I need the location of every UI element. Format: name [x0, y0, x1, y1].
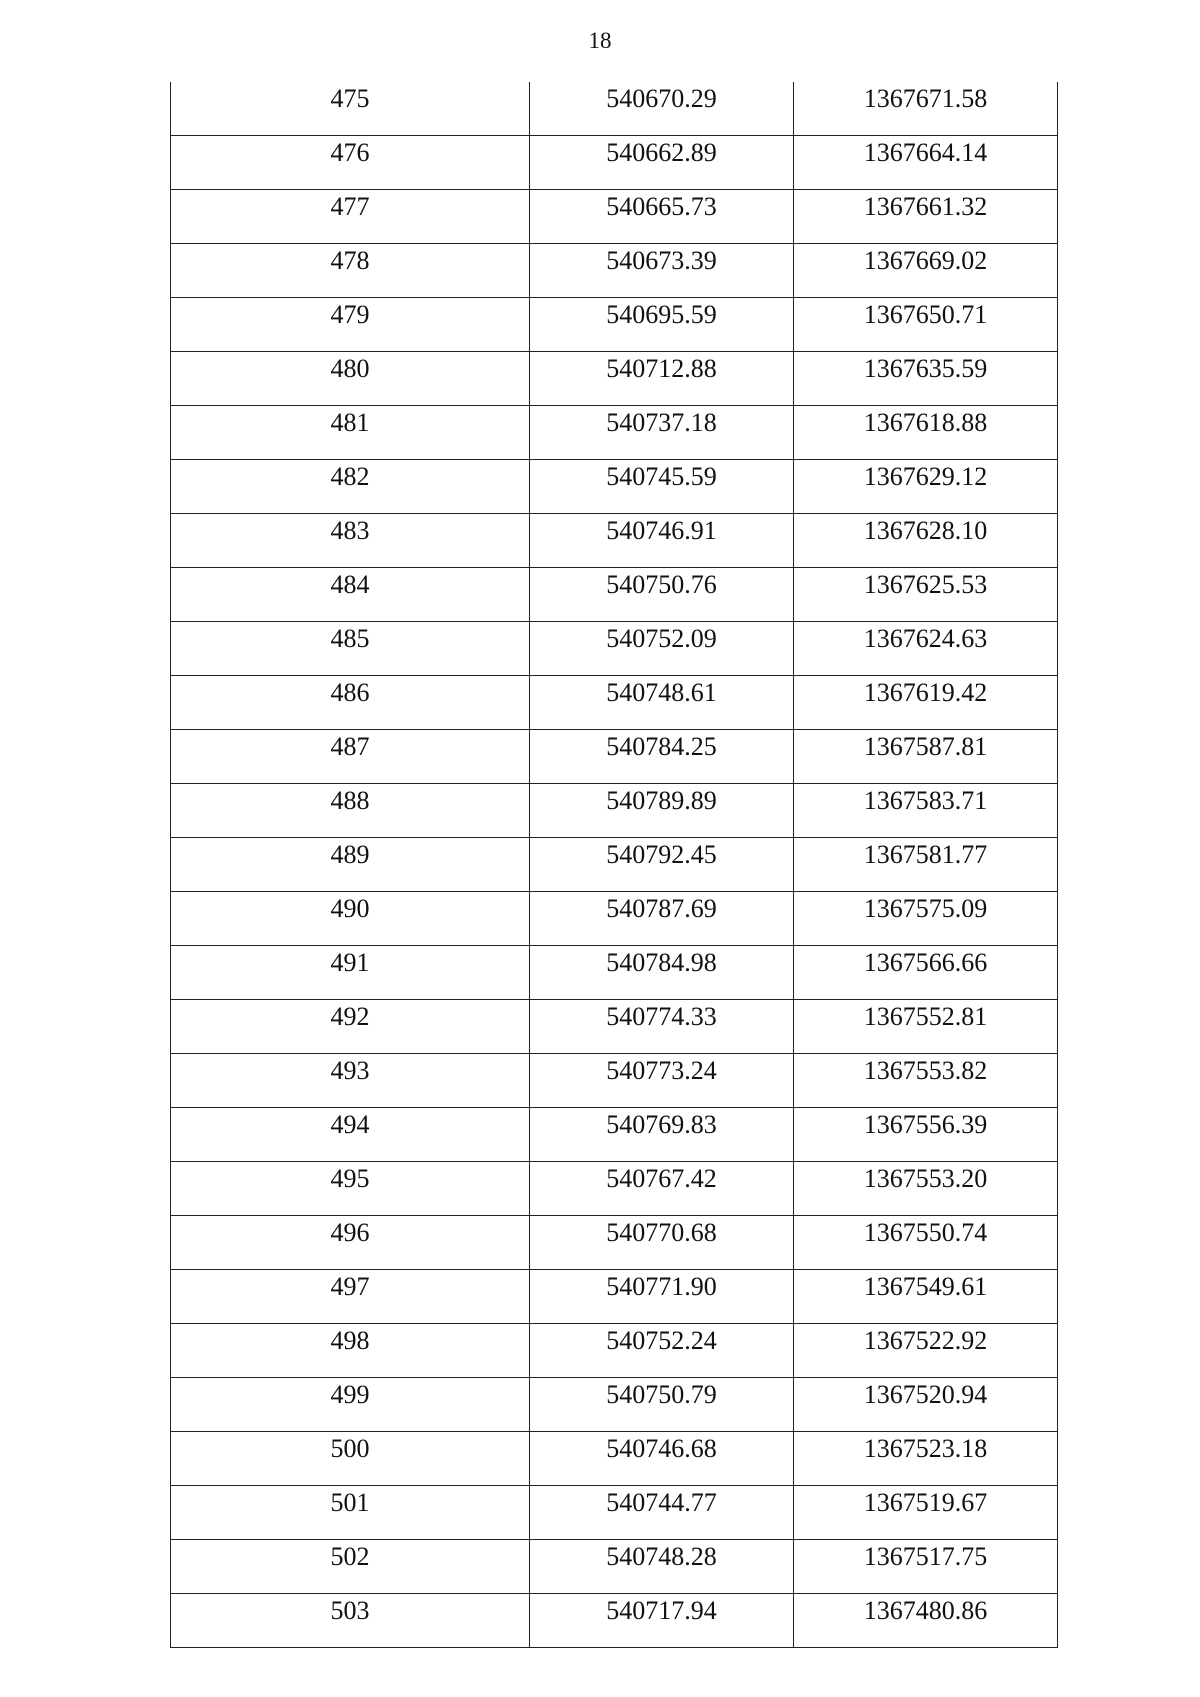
y-coordinate-cell [794, 1324, 1058, 1378]
cell-text: 488 [330, 786, 370, 815]
table-row [171, 1108, 1058, 1162]
table-row [171, 892, 1058, 946]
cell-text: 540784.25 [606, 732, 717, 761]
y-coordinate-cell [794, 244, 1058, 298]
point-number-cell [171, 190, 530, 244]
cell-text: 489 [330, 840, 370, 869]
point-number-cell [171, 1054, 530, 1108]
cell-text: 540770.68 [606, 1218, 717, 1247]
cell-text: 493 [330, 1056, 370, 1085]
cell-text: 499 [330, 1380, 370, 1409]
cell-text: 1367635.59 [863, 354, 988, 383]
x-coordinate-cell [530, 514, 794, 568]
point-number-cell [171, 568, 530, 622]
x-coordinate-cell [530, 1540, 794, 1594]
cell-text: 486 [330, 678, 370, 707]
table-row [171, 1378, 1058, 1432]
cell-text: 540745.59 [606, 462, 717, 491]
x-coordinate-cell [530, 244, 794, 298]
y-coordinate-cell [794, 946, 1058, 1000]
cell-text: 1367629.12 [863, 462, 988, 491]
cell-text: 495 [330, 1164, 370, 1193]
x-coordinate-cell [530, 1108, 794, 1162]
cell-text: 1367628.10 [863, 516, 988, 545]
cell-text: 501 [330, 1488, 370, 1517]
cell-text: 1367553.82 [863, 1056, 988, 1085]
cell-text: 485 [330, 624, 370, 653]
table-row [171, 190, 1058, 244]
y-coordinate-cell [794, 460, 1058, 514]
x-coordinate-cell [530, 1270, 794, 1324]
cell-text: 1367624.63 [863, 624, 988, 653]
point-number-cell [171, 1324, 530, 1378]
cell-text: 1367550.74 [863, 1218, 988, 1247]
point-number-cell [171, 82, 530, 136]
point-number-cell [171, 1000, 530, 1054]
cell-text: 498 [330, 1326, 370, 1355]
x-coordinate-cell [530, 1162, 794, 1216]
y-coordinate-cell [794, 1594, 1058, 1648]
table-row [171, 784, 1058, 838]
x-coordinate-cell [530, 622, 794, 676]
y-coordinate-cell [794, 352, 1058, 406]
point-number-cell [171, 352, 530, 406]
cell-text: 540750.79 [606, 1380, 717, 1409]
cell-text: 540665.73 [606, 192, 717, 221]
y-coordinate-cell [794, 568, 1058, 622]
point-number-cell [171, 838, 530, 892]
cell-text: 1367553.20 [863, 1164, 988, 1193]
x-coordinate-cell [530, 406, 794, 460]
cell-text: 1367556.39 [863, 1110, 988, 1139]
cell-text: 540746.68 [606, 1434, 717, 1463]
point-number-cell [171, 1432, 530, 1486]
cell-text: 1367520.94 [863, 1380, 988, 1409]
cell-text: 487 [330, 732, 370, 761]
coordinates-table-body [171, 82, 1058, 1648]
table-row [171, 352, 1058, 406]
cell-text: 476 [330, 138, 370, 167]
x-coordinate-cell [530, 1216, 794, 1270]
point-number-cell [171, 406, 530, 460]
cell-text: 1367480.86 [863, 1596, 988, 1625]
y-coordinate-cell [794, 1270, 1058, 1324]
coordinates-table [170, 82, 1058, 1648]
table-row [171, 1216, 1058, 1270]
cell-text: 1367549.61 [863, 1272, 988, 1301]
y-coordinate-cell [794, 1486, 1058, 1540]
y-coordinate-cell [794, 298, 1058, 352]
y-coordinate-cell [794, 1108, 1058, 1162]
cell-text: 1367566.66 [863, 948, 988, 977]
table-row [171, 136, 1058, 190]
cell-text: 500 [330, 1434, 370, 1463]
point-number-cell [171, 244, 530, 298]
cell-text: 1367522.92 [863, 1326, 988, 1355]
cell-text: 540712.88 [606, 354, 717, 383]
cell-text: 1367650.71 [863, 300, 988, 329]
table-row [171, 1432, 1058, 1486]
y-coordinate-cell [794, 1054, 1058, 1108]
cell-text: 540673.39 [606, 246, 717, 275]
cell-text: 492 [330, 1002, 370, 1031]
cell-text: 540746.91 [606, 516, 717, 545]
cell-text: 540789.89 [606, 786, 717, 815]
y-coordinate-cell [794, 892, 1058, 946]
table-row [171, 946, 1058, 1000]
x-coordinate-cell [530, 568, 794, 622]
point-number-cell [171, 1270, 530, 1324]
table-row [171, 460, 1058, 514]
cell-text: 540787.69 [606, 894, 717, 923]
cell-text: 481 [330, 408, 370, 437]
cell-text: 496 [330, 1218, 370, 1247]
x-coordinate-cell [530, 1486, 794, 1540]
table-row [171, 730, 1058, 784]
point-number-cell [171, 622, 530, 676]
cell-text: 1367581.77 [863, 840, 988, 869]
cell-text: 540748.28 [606, 1542, 717, 1571]
x-coordinate-cell [530, 1054, 794, 1108]
point-number-cell [171, 730, 530, 784]
x-coordinate-cell [530, 136, 794, 190]
table-row [171, 82, 1058, 136]
cell-text: 540792.45 [606, 840, 717, 869]
y-coordinate-cell [794, 1162, 1058, 1216]
cell-text: 540670.29 [606, 84, 717, 113]
point-number-cell [171, 1162, 530, 1216]
y-coordinate-cell [794, 676, 1058, 730]
x-coordinate-cell [530, 1000, 794, 1054]
table-row [171, 622, 1058, 676]
cell-text: 1367575.09 [863, 894, 988, 923]
cell-text: 497 [330, 1272, 370, 1301]
x-coordinate-cell [530, 190, 794, 244]
point-number-cell [171, 892, 530, 946]
cell-text: 540695.59 [606, 300, 717, 329]
cell-text: 483 [330, 516, 370, 545]
x-coordinate-cell [530, 1378, 794, 1432]
cell-text: 494 [330, 1110, 370, 1139]
cell-text: 475 [330, 84, 370, 113]
cell-text: 479 [330, 300, 370, 329]
cell-text: 540748.61 [606, 678, 717, 707]
table-row [171, 244, 1058, 298]
y-coordinate-cell [794, 1216, 1058, 1270]
cell-text: 540752.09 [606, 624, 717, 653]
x-coordinate-cell [530, 730, 794, 784]
x-coordinate-cell [530, 838, 794, 892]
y-coordinate-cell [794, 190, 1058, 244]
cell-text: 1367583.71 [863, 786, 988, 815]
cell-text: 540771.90 [606, 1272, 717, 1301]
cell-text: 1367519.67 [863, 1488, 988, 1517]
cell-text: 540774.33 [606, 1002, 717, 1031]
cell-text: 1367669.02 [863, 246, 988, 275]
cell-text: 478 [330, 246, 370, 275]
cell-text: 502 [330, 1542, 370, 1571]
y-coordinate-cell [794, 622, 1058, 676]
point-number-cell [171, 1540, 530, 1594]
cell-text: 482 [330, 462, 370, 491]
table-row [171, 1540, 1058, 1594]
y-coordinate-cell [794, 1432, 1058, 1486]
cell-text: 484 [330, 570, 370, 599]
point-number-cell [171, 460, 530, 514]
cell-text: 490 [330, 894, 370, 923]
cell-text: 540784.98 [606, 948, 717, 977]
x-coordinate-cell [530, 460, 794, 514]
cell-text: 491 [330, 948, 370, 977]
cell-text: 540750.76 [606, 570, 717, 599]
table-row [171, 406, 1058, 460]
y-coordinate-cell [794, 784, 1058, 838]
y-coordinate-cell [794, 1000, 1058, 1054]
point-number-cell [171, 676, 530, 730]
page-number: 18 [588, 28, 612, 53]
table-row [171, 568, 1058, 622]
cell-text: 1367523.18 [863, 1434, 988, 1463]
y-coordinate-cell [794, 406, 1058, 460]
point-number-cell [171, 136, 530, 190]
table-row [171, 298, 1058, 352]
cell-text: 540744.77 [606, 1488, 717, 1517]
table-row [171, 1594, 1058, 1648]
x-coordinate-cell [530, 1594, 794, 1648]
cell-text: 1367619.42 [863, 678, 988, 707]
cell-text: 540769.83 [606, 1110, 717, 1139]
cell-text: 540752.24 [606, 1326, 717, 1355]
y-coordinate-cell [794, 1540, 1058, 1594]
x-coordinate-cell [530, 298, 794, 352]
cell-text: 1367671.58 [863, 84, 988, 113]
table-row [171, 1486, 1058, 1540]
cell-text: 540737.18 [606, 408, 717, 437]
x-coordinate-cell [530, 892, 794, 946]
table-row [171, 1162, 1058, 1216]
cell-text: 1367661.32 [863, 192, 988, 221]
cell-text: 1367618.88 [863, 408, 988, 437]
table-row [171, 1054, 1058, 1108]
table-row [171, 676, 1058, 730]
y-coordinate-cell [794, 730, 1058, 784]
cell-text: 1367552.81 [863, 1002, 988, 1031]
x-coordinate-cell [530, 1432, 794, 1486]
y-coordinate-cell [794, 82, 1058, 136]
cell-text: 480 [330, 354, 370, 383]
x-coordinate-cell [530, 784, 794, 838]
cell-text: 540773.24 [606, 1056, 717, 1085]
point-number-cell [171, 1486, 530, 1540]
y-coordinate-cell [794, 136, 1058, 190]
cell-text: 540662.89 [606, 138, 717, 167]
cell-text: 477 [330, 192, 370, 221]
point-number-cell [171, 946, 530, 1000]
cell-text: 540717.94 [606, 1596, 717, 1625]
cell-text: 1367625.53 [863, 570, 988, 599]
y-coordinate-cell [794, 1378, 1058, 1432]
y-coordinate-cell [794, 514, 1058, 568]
x-coordinate-cell [530, 352, 794, 406]
point-number-cell [171, 784, 530, 838]
y-coordinate-cell [794, 838, 1058, 892]
cell-text: 1367517.75 [863, 1542, 988, 1571]
table-row [171, 514, 1058, 568]
point-number-cell [171, 1594, 530, 1648]
table-row [171, 1324, 1058, 1378]
cell-text: 503 [330, 1596, 370, 1625]
cell-text: 1367587.81 [863, 732, 988, 761]
x-coordinate-cell [530, 946, 794, 1000]
point-number-cell [171, 1378, 530, 1432]
table-row [171, 1270, 1058, 1324]
point-number-cell [171, 298, 530, 352]
table-row [171, 1000, 1058, 1054]
point-number-cell [171, 1216, 530, 1270]
x-coordinate-cell [530, 1324, 794, 1378]
cell-text: 1367664.14 [863, 138, 988, 167]
x-coordinate-cell [530, 82, 794, 136]
table-row [171, 838, 1058, 892]
point-number-cell [171, 1108, 530, 1162]
cell-text: 540767.42 [606, 1164, 717, 1193]
x-coordinate-cell [530, 676, 794, 730]
point-number-cell [171, 514, 530, 568]
